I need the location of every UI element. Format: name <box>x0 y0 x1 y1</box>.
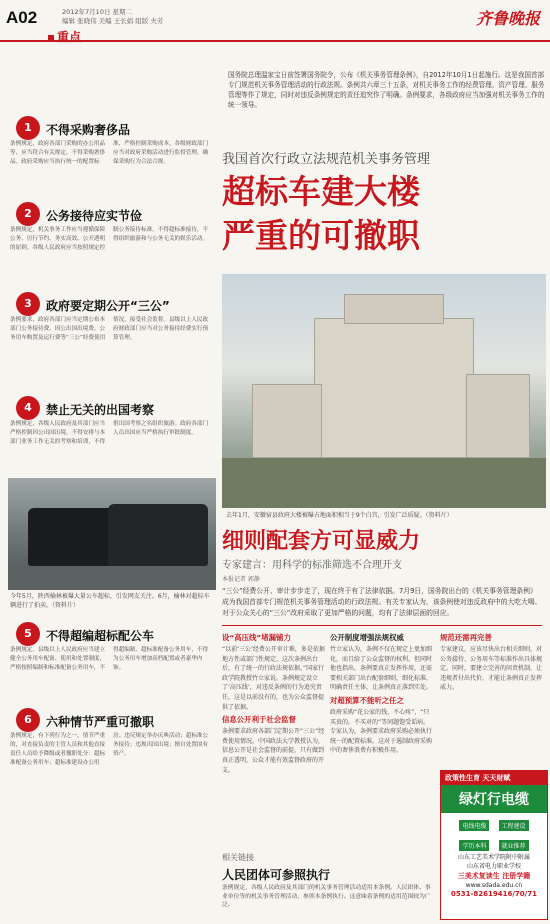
sidebar-head-3 <box>4 294 216 314</box>
related-link-label: 相关链接 <box>222 853 254 862</box>
column-1-head: 设“高压线”堵漏铺力 <box>222 633 291 642</box>
sidebar-title-6: 六种情节严重可撤职 <box>46 715 155 729</box>
sidebar-body-1: 条例规定，政府各部门采购的办公用品等，应当符合有关规定，不得采购奢侈品。政府采购应当执行统一的配置标准，严格控制采购成本。各级财政部门应当对政府采购活动进行监督管理，确保采购行为合法合规。 <box>10 141 209 165</box>
ad-tag: 电线电缆 <box>459 820 489 831</box>
article-column-2 <box>330 630 434 836</box>
sidebar-head-2 <box>4 204 216 224</box>
article-column-3 <box>440 630 546 766</box>
number-6-icon: 6 <box>16 708 40 732</box>
article-column-1 <box>222 630 326 836</box>
column-3-body: 政府采购“花公家的钱，不心疼”，“只买贵的，不买对的”等问题饱受诟病。专家认为，条例要求政府采购必须执行统一的配置标准，这对于遏制政府采购中的奢侈浪费有积极作用。 <box>330 708 433 755</box>
page-number: A02 <box>6 8 38 27</box>
car-photo-caption: 今年5月，陕西榆林被爆大量公车超标，引发网友关注。6月，榆林对超标车辆进行了拍卖。（资料片） <box>10 593 210 609</box>
intro-quote: “三公”经费公开、审计步步走了，现在终于有了法律依据。7月9日，国务院出台的《机关事务管理条例》成为我国首部专门规范机关事务管理活动的行政法规。有关专家认为，该条例使对违反政府中的大吃大喝、对于公众关心的“三公”改府采取了更加严格的问题，均有了法律层面的回应。 <box>222 586 542 626</box>
number-5-icon: 5 <box>16 622 40 646</box>
date-line <box>62 8 163 26</box>
ad-main-title: 绿灯行电缆 <box>441 785 547 813</box>
ad-tags <box>441 813 547 853</box>
photo-caption: 去年1月，安徽宿县政府大楼被曝占地面积相当于9个白宫，引发广泛质疑。（资料片） <box>226 512 453 519</box>
related-body: 条例规定，各级人民政府及其部门的机关事务管理活动适用本条例。人民团体、事业单位等的机关事务管理活动，参照本条例执行。这意味着条例的适用范围较为广泛。 <box>222 885 431 909</box>
sidebar-head-1 <box>4 118 216 138</box>
editor-credits: 编辑 张晓伟 美编 王长娟 组版 夫芳 <box>62 17 164 25</box>
sidebar-title-5: 不得超编超标配公车 <box>46 629 155 643</box>
advertisement[interactable] <box>440 770 548 920</box>
sidebar-body-3: 条例要求，政府各部门应当定期公布本部门公务接待费、因公出国出境费、公务用车购置及运行费等“三公”经费使用情况，接受社会监督。县级以上人民政府财政部门应当对公务接待经费实行预算管理。 <box>10 317 209 341</box>
lead-paragraph: 国务院总理温家宝日前签署国务院令，公布《机关事务管理条例》，自2012年10月1日起施行。这是我国首部专门规范机关事务管理活动的行政法规。条例共六章三十五条，对机关事务工作的经费管理、资产管理、服务管理等作了规定，同时对违反条例规定的责任追究作了明确。条例要求，各级政府应当加强对机关事务工作的统一领导。 <box>228 71 545 109</box>
number-1-icon: 1 <box>16 116 40 140</box>
ad-tag: 工程建设 <box>499 820 529 831</box>
ad-brand: 三美术复读生 注册学籍 <box>457 872 531 880</box>
section-label: 重点 <box>48 28 81 45</box>
issue-date: 2012年7月10日 星期二 <box>62 8 133 16</box>
kicker-headline: 我国首次行政立法规范机关事务管理 <box>222 152 431 167</box>
ad-school: 山东工艺美术学院附中附属 <box>457 854 530 861</box>
number-3-icon: 3 <box>16 292 40 316</box>
ad-school-2: 山东省电力职业学校 <box>466 863 521 870</box>
column-1-body: “以前‘三公’经费公开审计难，多是依据地方性或部门性规定，这次条例出台后，有了统一的行政法规依据。”国家行政学院教授竹立家说。条例规定设立了‘高压线’，对违反条例的行为追究责任，这是以前没有的，也为公众监督提供了依据。 <box>222 646 325 711</box>
byline: 本报记者 郭静 <box>222 576 260 583</box>
sub-deck: 专家建言：用科学的标准筛选不合理开支 <box>222 560 402 571</box>
related-title: 人民团体可参照执行 <box>222 868 331 882</box>
sidebar-title-2: 公务接待应实节俭 <box>46 209 143 223</box>
sidebar-head-4 <box>4 398 216 418</box>
headline-line-2: 严重的可撤职 <box>222 216 420 255</box>
sidebar-title-3: 政府要定期公开“三公” <box>46 299 170 313</box>
headline-line-1: 超标车建大楼 <box>222 172 420 211</box>
column-2-body: 竹立家认为，条例不仅在规定上更加细化，而且给了公众监督的权利。但同时他也指出，条例要真正发挥作用，还需要相关部门出台配套细则，细化标准，明确责任主体，让条例真正落到实处。 <box>330 646 433 692</box>
sidebar-body-4: 条例规定，各级人民政府及其部门应当严格控制因公出国出境，不得安排与本部门业务工作无关的考察和培训，不得借出国考察之名组织旅游。政府各部门人员出国应当严格执行审批制度。 <box>10 421 209 445</box>
column-2-head: 公开制度增强法规权威 <box>330 633 404 642</box>
ad-phone: 0531-82619416/70/71 <box>451 890 537 898</box>
sub-headline: 细则配套方可显威力 <box>222 529 421 554</box>
ad-url[interactable]: www.sdada.edu.cn <box>465 882 523 889</box>
number-2-icon: 2 <box>16 202 40 226</box>
column-5-head: 规范还需再完善 <box>440 633 492 642</box>
column-4-head: 信息公开利于社会监督 <box>222 715 296 725</box>
sidebar-title-4: 禁止无关的出国考察 <box>46 403 155 417</box>
ad-tag: 学历本科 <box>459 840 489 851</box>
sidebar-head-6 <box>4 710 216 730</box>
ad-top-banner: 政策性生育 天天财赋 <box>441 771 547 785</box>
sidebar-title-1: 不得采购奢侈品 <box>46 123 131 137</box>
column-4-body: 条例要求政府各部门定期公开“三公”经费使用情况。中国政法大学教授认为，信息公开是社会监督的前提，只有做到真正透明，公众才能有效监督政府的开支。 <box>222 728 325 774</box>
sidebar-body-6: 条例规定，有下列行为之一，情节严重的，对直接负责的主管人员和其他直接责任人员给予降级或者撤职处分：超标准配备公务用车；超标准建设办公用房；违反规定举办庆典活动；超标准公务接待；违规出国出境；擅自处置国有资产。 <box>10 733 209 766</box>
masthead <box>0 0 550 42</box>
column-3-head: 对超预算不能听之任之 <box>330 695 404 705</box>
sidebar-body-2: 条例规定，机关事务工作应当遵循保障公务、厉行节约、务实高效、公开透明的原则。各级人民政府应当按照规定控制公务接待标准，不得超标准接待，不得组织旅游和与公务无关的娱乐活动。 <box>10 227 209 251</box>
ad-tag: 就业推荐 <box>499 840 529 851</box>
government-building-photo <box>222 274 546 508</box>
number-4-icon: 4 <box>16 396 40 420</box>
column-5-body: 专家建议，应该尽快出台相关细则，对公务接待、公务用车等标准作出具体规定。同时，要建立完善的问责机制，让违规者付出代价，才能让条例真正发挥威力。 <box>440 646 543 692</box>
official-cars-photo <box>8 478 216 590</box>
sidebar-body-5: 条例规定，县级以上人民政府应当建立健全公务用车配备、使用和处置制度，严格按照编制和标准配备公务用车，不得超编制、超标准配备公务用车，不得为公务用车增加高档配置或者豪华内饰。 <box>10 647 209 671</box>
sidebar-head-5 <box>4 624 216 644</box>
main-headline <box>222 170 542 258</box>
newspaper-logo: 齐鲁晚报 <box>475 9 540 28</box>
